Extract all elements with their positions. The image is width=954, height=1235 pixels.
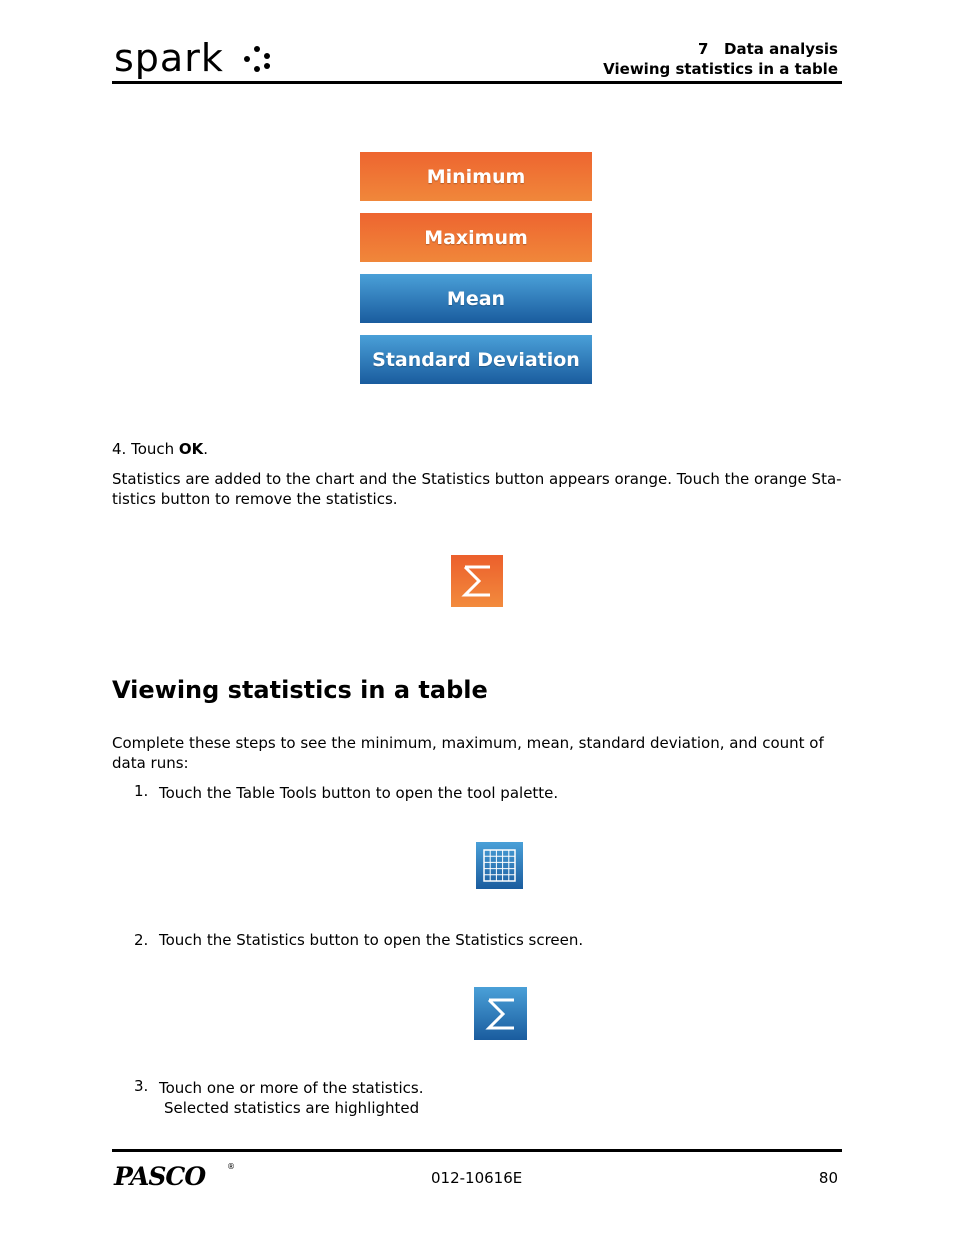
- section-title: Viewing statistics in a table: [603, 60, 838, 78]
- sigma-icon: [457, 561, 497, 601]
- step-3-subtext: Selected statistics are highlighted: [164, 1099, 420, 1117]
- chapter-title: 7 Data analysis: [697, 40, 838, 58]
- table-grid-icon: [483, 849, 516, 882]
- registered-mark: ®: [227, 1162, 235, 1171]
- standard-deviation-button: Standard Deviation: [360, 335, 592, 384]
- step-4-prefix: 4. Touch: [112, 440, 179, 458]
- statistics-paragraph: [112, 469, 842, 509]
- logo-trademark: ™: [265, 64, 271, 71]
- mean-button: Mean: [360, 274, 592, 323]
- logo-text: spark: [114, 36, 224, 80]
- intro-paragraph: [112, 733, 824, 773]
- step-3-text: Touch one or more of the statistics.: [159, 1079, 424, 1097]
- section-heading: Viewing statistics in a table: [112, 676, 488, 704]
- page-number: 80: [818, 1169, 838, 1187]
- step-2-number: 2.: [134, 931, 149, 949]
- document-code: 012-10616E: [431, 1169, 523, 1187]
- step-4-text: [112, 439, 208, 459]
- pasco-logo-text: PASCO: [114, 1162, 206, 1191]
- statistics-paragraph-line-2: tistics button to remove the statistics.: [112, 490, 398, 508]
- minimum-button: Minimum: [360, 152, 592, 201]
- header-rule: [112, 81, 842, 84]
- running-header: [603, 39, 838, 79]
- statistics-paragraph-line-1: Statistics are added to the chart and the Statistics button appears orange. Touch the orange Sta-: [112, 470, 842, 488]
- step-1-text: Touch the Table Tools button to open the tool palette.: [159, 784, 559, 802]
- footer-rule: [112, 1149, 842, 1152]
- step-2-text: Touch the Statistics button to open the Statistics screen.: [159, 931, 584, 949]
- statistics-blue-icon: [474, 987, 527, 1040]
- statistics-orange-icon: [451, 555, 503, 607]
- ok-label: OK: [178, 440, 204, 458]
- spark-logo: [114, 36, 284, 80]
- intro-line-2: data runs:: [112, 754, 189, 772]
- maximum-button: Maximum: [360, 213, 592, 262]
- table-tools-icon: [476, 842, 523, 889]
- step-1-number: 1.: [134, 782, 149, 800]
- step-3-number: 3.: [134, 1077, 149, 1095]
- intro-line-1: Complete these steps to see the minimum, maximum, mean, standard deviation, and count of: [112, 734, 824, 752]
- step-4-suffix: .: [203, 440, 209, 458]
- sigma-icon: [481, 994, 521, 1034]
- pasco-logo: [114, 1162, 236, 1192]
